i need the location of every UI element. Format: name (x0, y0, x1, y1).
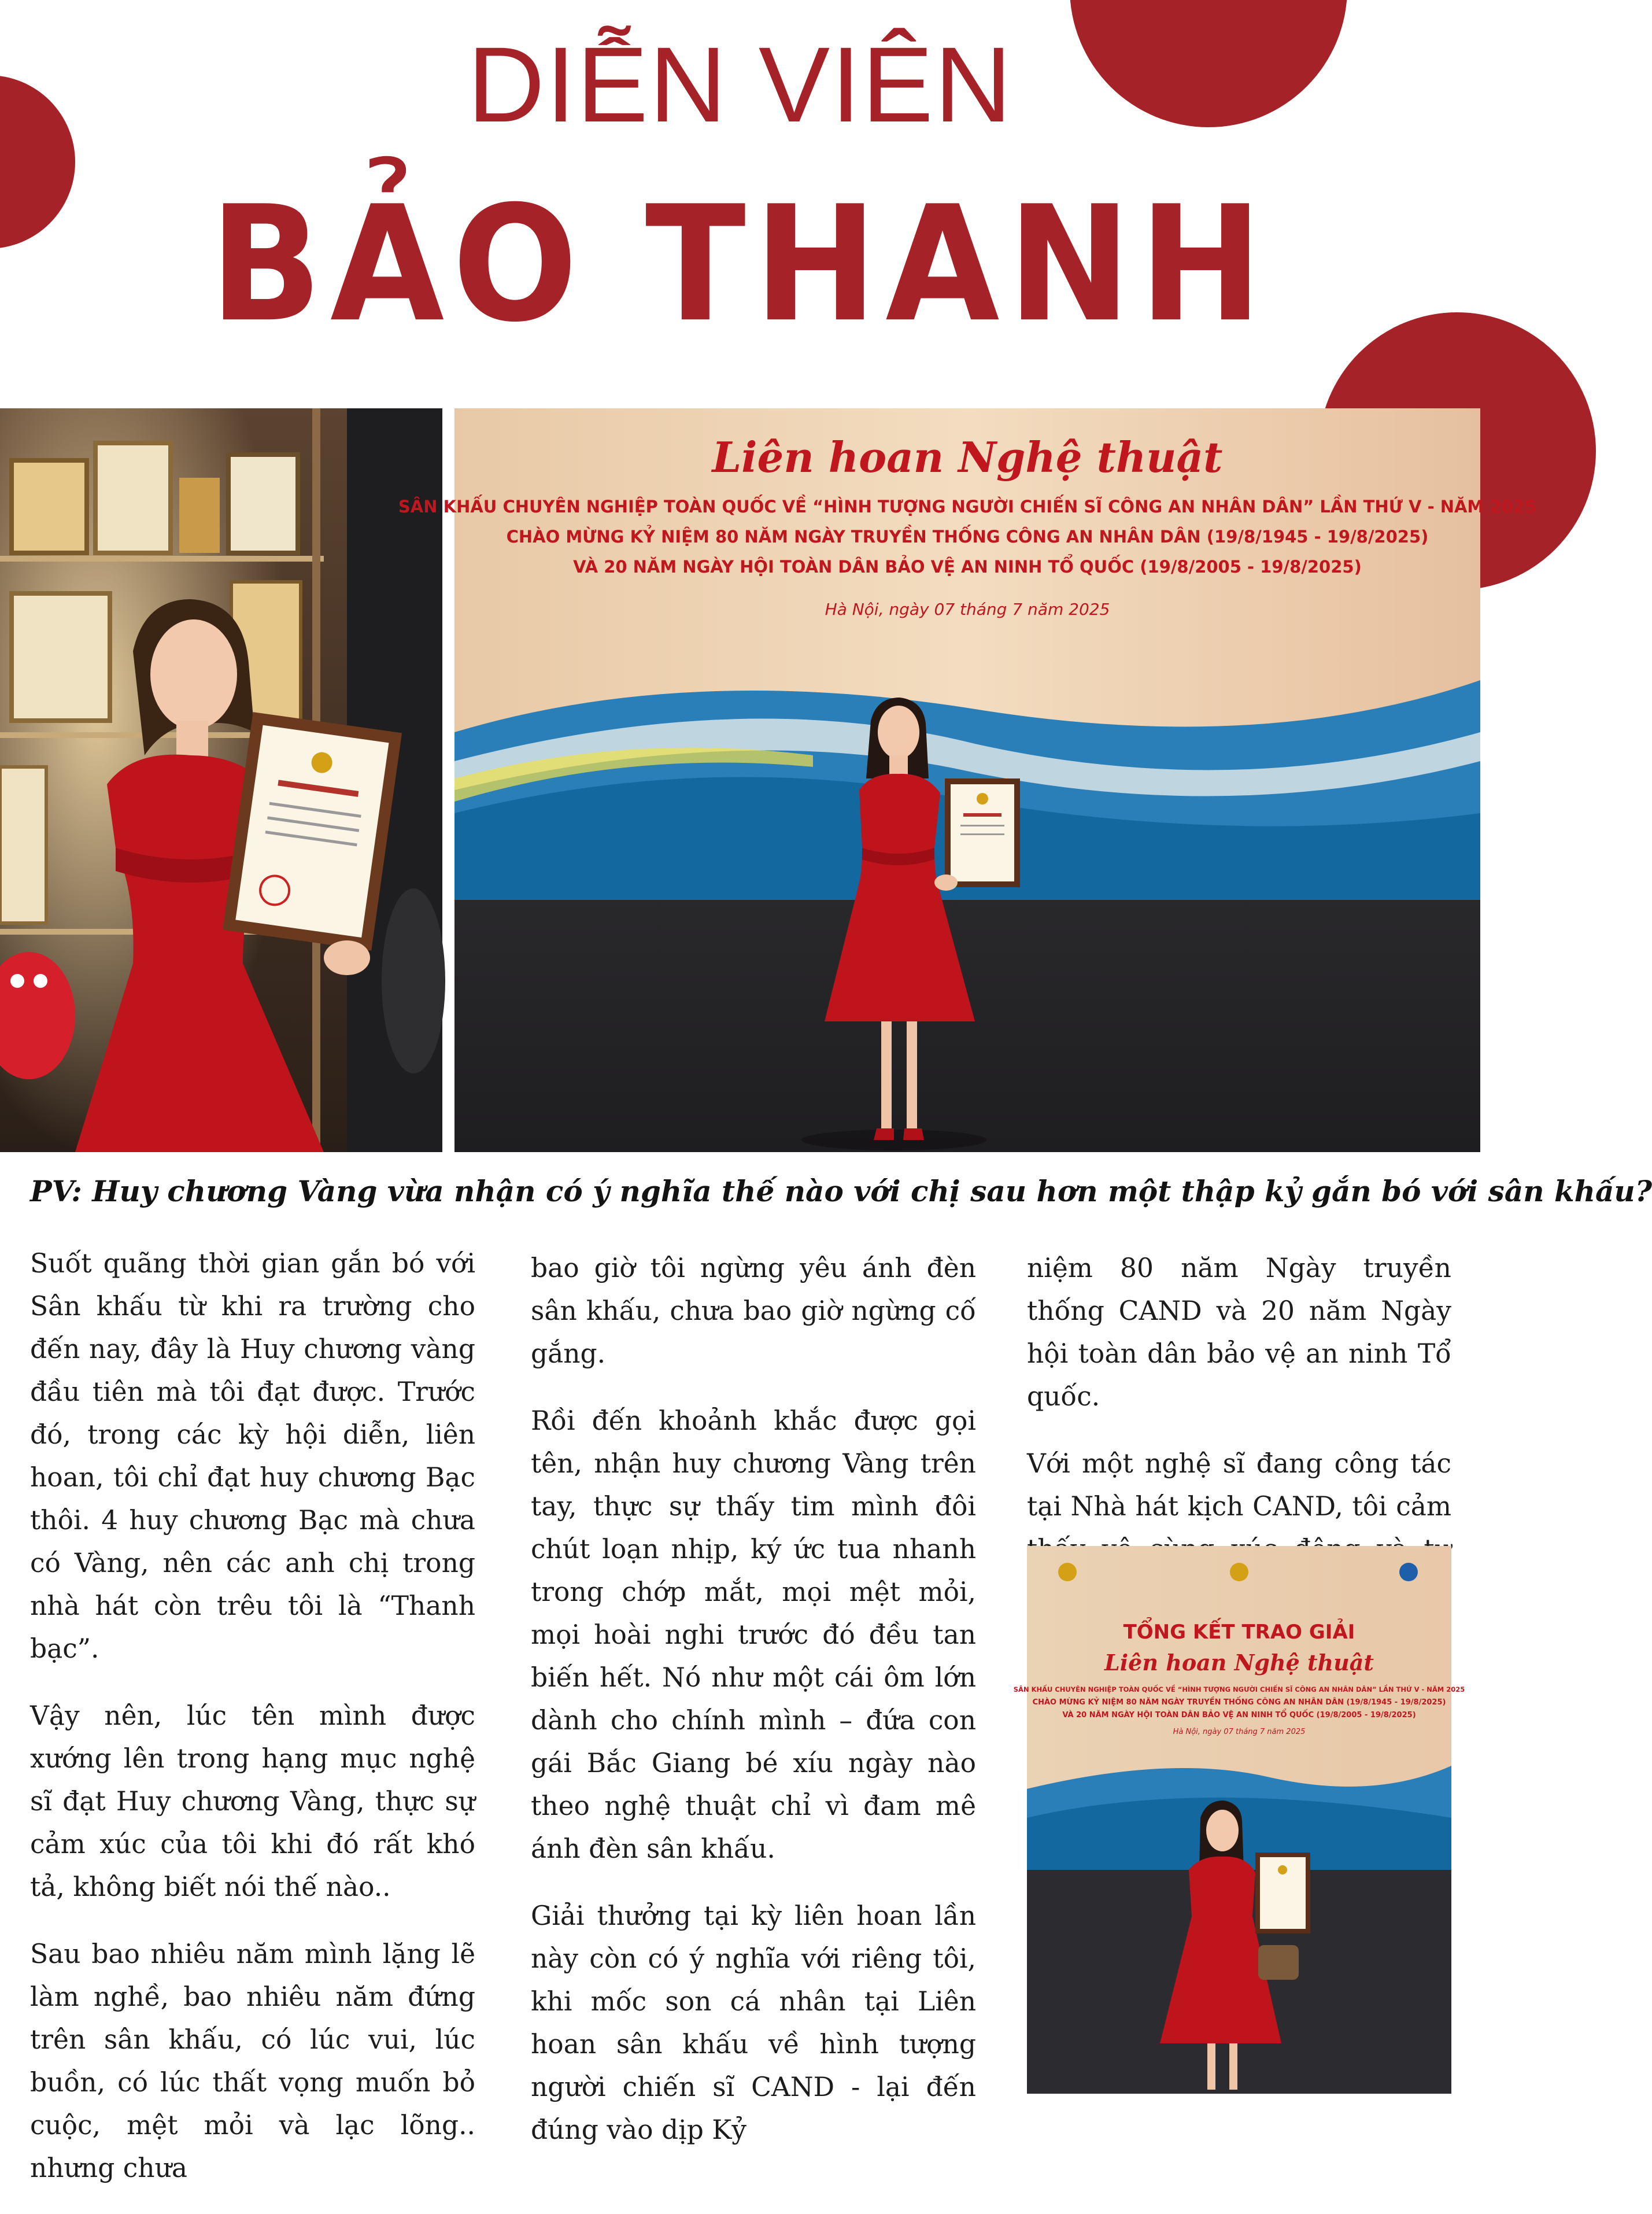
stage-banner-title: Liên hoan Nghệ thuật (712, 433, 1223, 482)
photo-actress-with-certificate (0, 408, 442, 1152)
text-column-1 (30, 1242, 475, 2214)
stage-banner-date: Hà Nội, ngày 07 tháng 7 năm 2025 (825, 600, 1110, 619)
stage-banner-line-2: CHÀO MỪNG KỶ NIỆM 80 NĂM NGÀY TRUYỀN THỐNG CÔNG AN NHÂN DÂN (19/8/1945 - 19/8/2025) (506, 527, 1429, 547)
paragraph: bao giờ tôi ngừng yêu ánh đèn sân khấu, chưa bao giờ ngừng cố gắng. (531, 1253, 976, 1369)
stage-banner-line-1: SÂN KHẤU CHUYÊN NGHIỆP TOÀN QUỐC VỀ “HÌNH TƯỢNG NGƯỜI CHIẾN SĨ CÔNG AN NHÂN DÂN” LẦN THỨ V - NĂM 2025 (398, 497, 1537, 516)
small-banner-line-2: CHÀO MỪNG KỶ NIỆM 80 NĂM NGÀY TRUYỀN THỐNG CÔNG AN NHÂN DÂN (19/8/1945 - 19/8/2025) (1032, 1698, 1446, 1707)
interview-question: PV: Huy chương Vàng vừa nhận có ý nghĩa thế nào với chị sau hơn một thập kỷ gắn bó với sân khấu? (30, 1174, 1652, 1208)
paragraph: Rồi đến khoảnh khắc được gọi tên, nhận huy chương Vàng trên tay, thực sự thấy tim mình đôi chút loạn nhịp, ký ức tua nhanh trong chớp mắt, mọi mệt mỏi, mọi hoài nghi trước đó đều tan biến hết. Nó như một cái ôm lớn dành cho chính mình – đứa con gái Bắc Giang bé xíu ngày nào theo nghệ thuật chỉ vì đam mê ánh đèn sân khấu. (531, 1405, 976, 1864)
small-banner-title: Liên hoan Nghệ thuật (1104, 1650, 1374, 1676)
paragraph: Suốt quãng thời gian gắn bó với Sân khấu từ khi ra trường cho đến nay, đây là Huy chương vàng đầu tiên mà tôi đạt được. Trước đó, trong các kỳ hội diễn, liên hoan, tôi chỉ đạt huy chương Bạc thôi. 4 huy chương Bạc mà chưa có Vàng, nên các anh chị trong nhà hát còn trêu tôi là “Thanh bạc”. (30, 1248, 475, 1664)
photo-stage-banner (398, 408, 1537, 1152)
small-banner-line-1: SÂN KHẤU CHUYÊN NGHIỆP TOÀN QUỐC VỀ “HÌNH TƯỢNG NGƯỜI CHIẾN SĨ CÔNG AN NHÂN DÂN” LẦN THỨ V - NĂM 2025 (1013, 1685, 1465, 1693)
small-banner-date: Hà Nội, ngày 07 tháng 7 năm 2025 (1173, 1728, 1306, 1736)
stage-banner-line-3: VÀ 20 NĂM NGÀY HỘI TOÀN DÂN BẢO VỆ AN NINH TỔ QUỐC (19/8/2005 - 19/8/2025) (573, 557, 1362, 577)
paragraph: niệm 80 năm Ngày truyền thống CAND và 20 năm Ngày hội toàn dân bảo vệ an ninh Tổ quốc. (1027, 1253, 1451, 1412)
small-banner-line-3: VÀ 20 NĂM NGÀY HỘI TOÀN DÂN BẢO VỆ AN NINH TỔ QUỐC (19/8/2005 - 19/8/2025) (1062, 1711, 1416, 1719)
title-line-1: DIỄN VIÊN (467, 25, 1013, 145)
text-column-2 (531, 1247, 976, 2176)
small-banner-heading: TỔNG KẾT TRAO GIẢI (1123, 1621, 1355, 1644)
photo-award-ceremony (1013, 1546, 1465, 2094)
paragraph: Vậy nên, lúc tên mình được xướng lên trong hạng mục nghệ sĩ đạt Huy chương Vàng, thực sự cảm xúc của tôi khi đó rất khó tả, không biết nói thế nào.. (30, 1700, 475, 1902)
paragraph: Giải thưởng tại kỳ liên hoan lần này còn có ý nghĩa với riêng tôi, khi mốc son cá nhân tại Liên hoan sân khấu về hình tượng người chiến sĩ CAND - lại đến đúng vào dịp Kỷ (531, 1901, 976, 2145)
title-line-2: BẢO THANH (209, 172, 1271, 358)
paragraph: Sau bao nhiêu năm mình lặng lẽ làm nghề, bao nhiêu năm đứng trên sân khấu, có lúc vui, lúc buồn, có lúc thất vọng muốn bỏ cuộc, mệt mỏi và lạc lõng.. nhưng chưa (30, 1939, 475, 2183)
paragraph: Với một nghệ sĩ đang công tác tại Nhà hát kịch CAND, tôi cảm (1027, 1448, 1451, 1522)
